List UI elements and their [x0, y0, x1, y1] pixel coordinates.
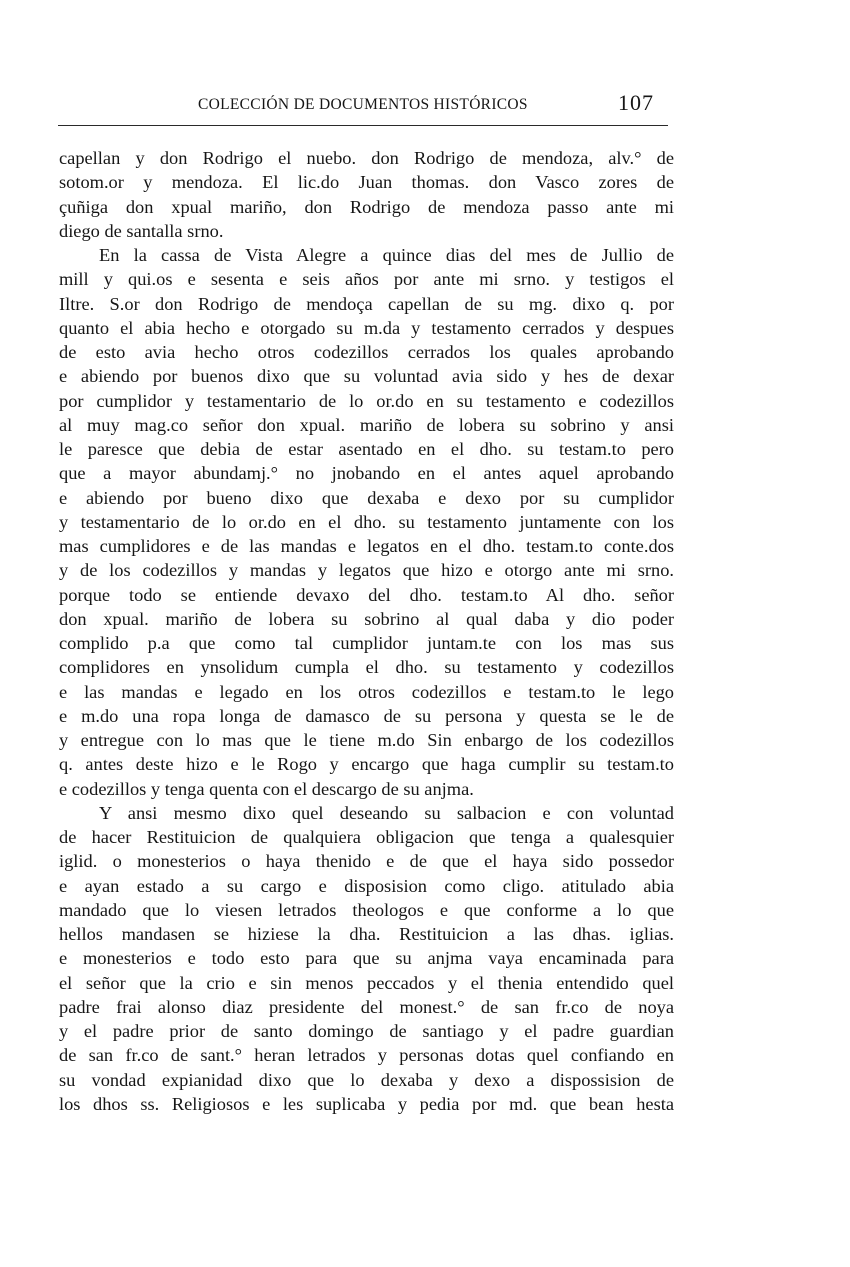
text-line: complidores en ynsolidum cumpla el dho. su testamento y codezillos [59, 657, 674, 678]
text-line: mill y qui.os e sesenta e seis años por ante mi srno. y testigos el [59, 269, 674, 290]
text-line: q. antes deste hizo e le Rogo y encargo que haga cumplir su testam.to [59, 754, 674, 775]
text-line: sotom.or y mendoza. El lic.do Juan thomas. don Vasco zores de [59, 172, 674, 193]
text-line: capellan y don Rodrigo el nuebo. don Rodrigo de mendoza, alv.° de [59, 148, 674, 168]
text-line: e monesterios e todo esto para que su anjma vaya encaminada para [59, 948, 674, 969]
body-text [59, 146, 674, 1116]
text-line: diego de santalla srno. [59, 220, 224, 241]
text-line: e las mandas e legado en los otros codezillos e testam.to le lego [59, 681, 674, 702]
text-line: mas cumplidores e de las mandas e legatos en el dho. testam.to conte.dos [59, 536, 674, 556]
text-line: que a mayor abundamj.° no jnobando en el antes aquel aprobando [59, 463, 674, 484]
text-line: hellos mandasen se hiziese la dha. Restituicion a las dhas. iglias. [59, 924, 674, 944]
text-line: iglid. o monesterios o haya thenido e de que el haya sido possedor [59, 851, 674, 872]
header-rule [58, 125, 668, 126]
text-line: de san fr.co de sant.° heran letrados y personas dotas quel confiando en [59, 1045, 674, 1066]
running-title: COLECCIÓN DE DOCUMENTOS HISTÓRICOS [198, 96, 528, 113]
text-line: e abiendo por bueno dixo que dexaba e dexo por su cumplidor [59, 487, 674, 508]
text-line: En la cassa de Vista Alegre a quince dias del mes de Jullio de [99, 245, 674, 265]
running-header [58, 90, 668, 124]
text-line: de esto avia hecho otros codezillos cerrados los quales aprobando [59, 342, 674, 362]
text-line: complido p.a que como tal cumplidor juntam.te con los mas sus [59, 633, 674, 653]
text-line: le paresce que debia de estar asentado en el dho. su testam.to pero [59, 439, 674, 459]
text-line: por cumplidor y testamentario de lo or.do en su testamento e codezillos [59, 390, 674, 411]
text-line: e codezillos y tenga quenta con el descargo de su anjma. [59, 778, 474, 799]
text-line: e ayan estado a su cargo e disposision como cligo. atitulado abia [59, 875, 674, 896]
text-line: su vondad expianidad dixo que lo dexaba y dexo a dispossision de [59, 1069, 674, 1090]
text-line: mandado que lo viesen letrados theologos e que conforme a lo que [59, 899, 674, 920]
text-line: çuñiga don xpual mariño, don Rodrigo de mendoza passo ante mi [59, 196, 674, 217]
text-line: porque todo se entiende devaxo del dho. testam.to Al dho. señor [59, 584, 674, 605]
text-line: e m.do una ropa longa de damasco de su persona y questa se le de [59, 705, 674, 726]
text-line: de hacer Restituicion de qualquiera obligacion que tenga a qualesquier [59, 827, 674, 847]
text-line: los dhos ss. Religiosos e les suplicaba y pedia por md. que bean hesta [59, 1093, 674, 1114]
text-line: Iltre. S.or don Rodrigo de mendoça capellan de su mg. dixo q. por [59, 293, 674, 314]
text-line: el señor que la crio e sin menos peccados y el thenia entendido quel [59, 972, 674, 993]
text-line: y testamentario de lo or.do en el dho. su testamento juntamente con los [59, 511, 674, 532]
text-line: y de los codezillos y mandas y legatos que hizo e otorgo ante mi srno. [59, 560, 674, 581]
text-line: Y ansi mesmo dixo quel deseando su salbacion e con voluntad [99, 802, 674, 823]
text-line: padre frai alonso diaz presidente del monest.° de san fr.co de noya [59, 996, 674, 1017]
text-line: y el padre prior de santo domingo de santiago y el padre guardian [59, 1021, 674, 1041]
page-number: 107 [618, 90, 654, 115]
text-line: al muy mag.co señor don xpual. mariño de lobera su sobrino y ansi [59, 414, 674, 435]
text-line: don xpual. mariño de lobera su sobrino al qual daba y dio poder [59, 608, 674, 629]
text-line: e abiendo por buenos dixo que su voluntad avia sido y hes de dexar [59, 366, 674, 387]
text-line: y entregue con lo mas que le tiene m.do Sin enbargo de los codezillos [59, 730, 674, 750]
text-line: quanto el abia hecho e otorgado su m.da y testamento cerrados y despues [59, 317, 674, 338]
